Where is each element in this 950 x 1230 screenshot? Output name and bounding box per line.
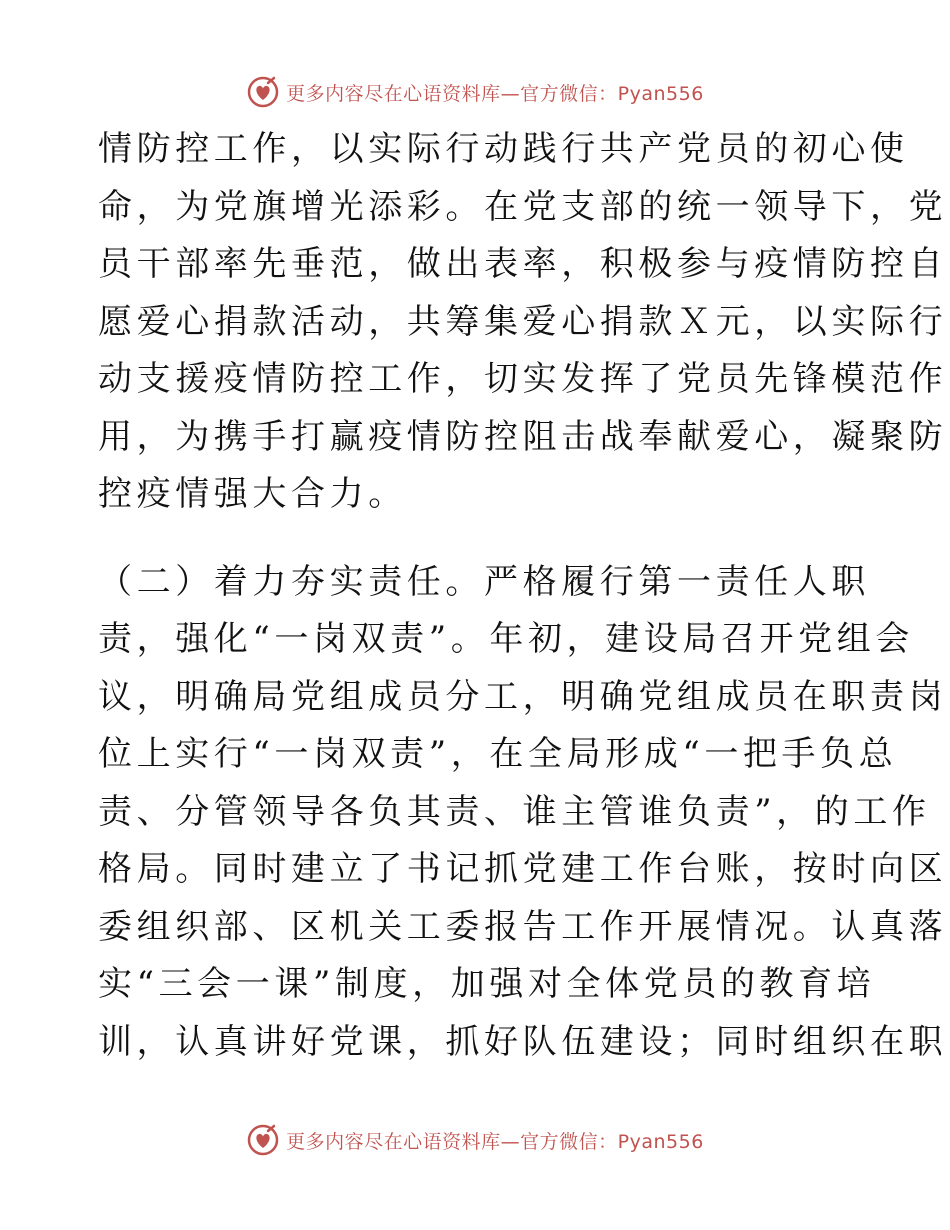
text-line: 情防控工作，以实际行动践行共产党员的初心使 [98, 129, 909, 169]
text-line: 动支援疫情防控工作，切实发挥了党员先锋模范作 [98, 359, 948, 399]
heart-pen-icon [246, 75, 280, 109]
text-line: 责、分管领导各负其责、谁主管谁负责”，的工作 [98, 791, 931, 832]
paragraph-spacer [98, 524, 858, 554]
text-line: 实“三会一课”制度，加强对全体党员的教育培 [98, 964, 876, 1004]
document-body [98, 121, 948, 1071]
text-line: 控疫情强大合力。 [98, 474, 407, 514]
header-watermark [0, 72, 950, 112]
footer-watermark [0, 1120, 950, 1160]
text-line: 员干部率先垂范，做出表率，积极参与疫情防控自 [98, 244, 948, 284]
text-line: （二）着力夯实责任。严格履行第一责任人职 [98, 561, 870, 602]
text-line: 议，明确局党组成员分工，明确党组成员在职责岗 [98, 676, 948, 717]
paragraph [98, 554, 948, 1072]
text-line: 格局。同时建立了书记抓党建工作台账，按时向区 [98, 849, 948, 889]
text-line: 位上实行“一岗双责”，在全局形成“一把手负总 [98, 734, 898, 774]
text-line: 命，为党旗增光添彩。在党支部的统一领导下，党 [98, 186, 948, 227]
heart-pen-icon [246, 1123, 280, 1157]
text-line: 委组织部、区机关工委报告工作开展情况。认真落 [98, 906, 948, 947]
watermark-text: 更多内容尽在心语资料库—官方微信：Pyan556 [286, 1130, 704, 1153]
paragraph [98, 121, 948, 524]
text-line: 责，强化“一岗双责”。年初，建设局召开党组会 [98, 619, 914, 659]
text-line: 训，认真讲好党课，抓好队伍建设；同时组织在职 [98, 1021, 948, 1062]
text-line: 用，为携手打赢疫情防控阻击战奉献爱心，凝聚防 [98, 416, 948, 457]
watermark-text: 更多内容尽在心语资料库—官方微信：Pyan556 [286, 82, 704, 105]
text-line: 愿爱心捐款活动，共筹集爱心捐款Ｘ元，以实际行 [98, 301, 948, 342]
